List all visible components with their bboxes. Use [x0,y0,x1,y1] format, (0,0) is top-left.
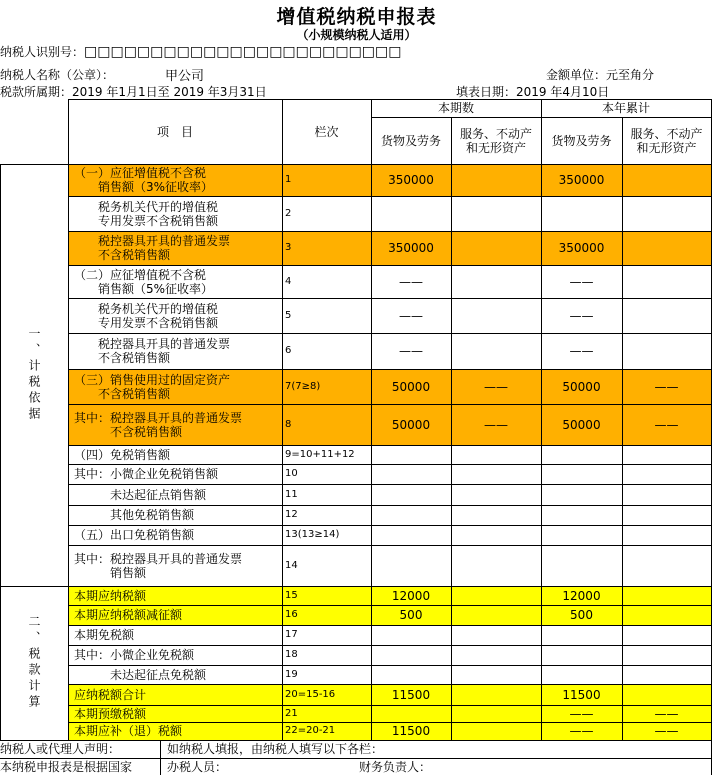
row-current-services [451,705,541,722]
taxpayer-id-row [0,43,401,60]
row-line-no: 10 [285,468,298,479]
row-ytd-services [622,265,711,298]
grid-line [160,740,161,775]
grid-line [68,196,712,197]
row-label: 其中：税控器具开具的普通发票 销售额 [74,551,243,580]
row-ytd-services [622,684,711,705]
row-current-goods: —— [399,274,423,289]
row-current-goods: 12000 [371,586,451,605]
row-ytd-goods [541,505,622,525]
row-line-no: 17 [285,629,298,640]
row-current-services [451,586,541,605]
declaration-label: 纳税人或代理人声明： [0,742,121,756]
row-ytd-services: —— [622,705,711,722]
row-ytd-services: —— [622,369,711,404]
row-label: 本期应纳税额减征额 [68,605,282,625]
row-current-goods [371,665,451,684]
row-ytd-goods [541,545,622,586]
row-label: 未达起征点销售额 [74,487,207,502]
grid-line [541,99,542,164]
row-ytd-goods: 50000 [541,369,622,404]
grid-line [68,99,69,164]
row-ytd-goods: —— [569,308,594,323]
row-line-no: 8 [282,404,371,445]
grid-line [622,164,623,740]
row-ytd-goods: 11500 [541,684,622,705]
finance-label: 财务负责人： [359,759,432,774]
grid-line [282,99,283,164]
header-item: 项 目 [156,124,193,139]
row-current-goods: 350000 [371,231,451,265]
row-current-services [451,525,541,545]
grid-line [371,99,372,164]
grid-line [68,605,712,606]
row-current-services [451,484,541,505]
grid-line [0,758,712,759]
row-current-goods: 50000 [371,404,451,445]
row-label: 税务机关代开的增值税 专用发票不含税销售额 [98,301,219,330]
row-ytd-goods: 12000 [541,586,622,605]
row-ytd-goods: 50000 [541,404,622,445]
row-ytd-goods: —— [541,705,622,722]
header-services-ytd: 服务、不动产 和无形资产 [630,126,703,155]
row-ytd-services [622,196,711,231]
row-current-services [451,545,541,586]
header-line-no: 栏次 [314,124,339,139]
grid-line [68,625,712,626]
row-label: 其他免税销售额 [74,508,195,522]
grid-line [451,164,452,740]
row-current-goods: 11500 [371,684,451,705]
row-current-services [451,605,541,625]
row-label: 税控器具开具的普通发票 不含税销售额 [68,231,282,265]
row-label: 本期免税额 [74,628,135,642]
row-line-no: 14 [285,559,298,571]
row-ytd-goods [541,525,622,545]
row-ytd-services [622,505,711,525]
header-services-current: 服务、不动产 和无形资产 [459,126,532,155]
row-ytd-services [622,665,711,684]
header-goods-ytd: 货物及劳务 [551,133,612,148]
row-ytd-goods: —— [569,274,594,289]
grid-line [0,164,1,740]
grid-line [68,369,712,370]
grid-line [68,505,712,506]
row-ytd-services: —— [622,722,711,740]
row-ytd-services [622,525,711,545]
row-ytd-goods [541,665,622,684]
row-ytd-services [622,298,711,333]
row-current-goods: —— [399,308,423,323]
grid-line [68,164,69,740]
row-label: 本期预缴税额 [68,705,282,722]
row-line-no: 12 [285,509,298,520]
grid-line [68,231,712,232]
row-current-services: —— [451,369,541,404]
row-current-services [451,231,541,265]
declaration-text: 如纳税人填报，由纳税人填写以下各栏： [167,742,384,756]
fill-date: 填表日期：2019 年4月10日 [456,85,610,99]
row-ytd-services [622,333,711,369]
row-current-goods: 350000 [371,164,451,196]
grid-line [622,117,623,164]
taxpayer-name-label: 纳税人名称（公章）： [0,68,115,82]
grid-line [68,545,712,546]
row-current-services [451,298,541,333]
grid-line [68,404,712,405]
grid-line [68,684,712,685]
grid-line [68,722,712,723]
row-line-no: 19 [285,668,298,680]
row-line-no: 3 [282,231,371,265]
row-ytd-goods: 350000 [541,231,622,265]
grid-line [68,525,712,526]
row-ytd-services [622,164,711,196]
row-current-goods [371,196,451,231]
row-label: 其中：小微企业免税额 [74,648,195,662]
row-current-goods [371,525,451,545]
row-current-goods [371,445,451,464]
row-current-services [451,505,541,525]
row-line-no: 5 [285,309,292,321]
row-ytd-goods [541,625,622,645]
header-goods-current: 货物及劳务 [380,133,441,148]
row-line-no: 2 [285,207,292,219]
row-ytd-services [622,231,711,265]
row-ytd-services [622,645,711,665]
declaration-basis: 本纳税申报表是根据国家 [0,759,133,774]
row-label: 本期应补（退）税额 [68,722,282,740]
form-subtitle: （小规模纳税人适用） [296,28,417,42]
row-current-goods [371,484,451,505]
row-current-services [451,196,541,231]
row-current-goods [371,625,451,645]
row-line-no: 18 [285,649,298,660]
section-tax-basis: 一、计税依据 [27,327,41,423]
row-line-no: 6 [285,345,292,356]
row-current-goods [371,505,451,525]
amount-unit: 金额单位：元至角分 [546,68,655,82]
row-label: （三）销售使用过的固定资产 不含税销售额 [68,369,282,404]
row-current-services [451,333,541,369]
tax-period: 税款所属期：2019 年1月1日至 2019 年3月31日 [0,85,267,99]
taxpayer-name: 甲公司 [165,69,205,84]
grid-line [711,740,712,775]
grid-line [0,164,712,165]
row-ytd-services: —— [622,404,711,445]
row-line-no: 13(13≥14) [285,529,340,540]
row-current-goods: 50000 [371,369,451,404]
row-ytd-services [622,484,711,505]
row-label: 应纳税额合计 [68,684,282,705]
row-current-services [451,464,541,484]
grid-line [68,333,712,334]
row-label: （二）应征增值税不含税 销售额（5%征收率） [74,267,214,296]
section-tax-calculation: 二、税款计算 [27,615,41,711]
grid-line [68,645,712,646]
row-ytd-goods: —— [569,344,594,358]
row-label: 未达起征点免税额 [74,667,207,682]
row-current-services [451,665,541,684]
grid-line [68,265,712,266]
row-ytd-goods: 500 [541,605,622,625]
row-current-services [451,445,541,464]
header-ytd: 本年累计 [601,101,650,115]
row-ytd-goods [541,464,622,484]
row-current-goods: 500 [371,605,451,625]
row-ytd-goods: 350000 [541,164,622,196]
grid-line [68,298,712,299]
row-ytd-goods [541,196,622,231]
row-current-services [451,684,541,705]
grid-line [68,665,712,666]
row-line-no: 20=15-16 [282,684,371,705]
grid-line [541,164,542,740]
row-line-no: 16 [282,605,371,625]
row-line-no: 21 [282,705,371,722]
form-title: 增值税纳税申报表 [276,6,437,28]
grid-line [0,586,712,587]
grid-line [711,164,712,740]
row-current-services [451,722,541,740]
row-ytd-services [622,545,711,586]
row-label: 本期应纳税额 [68,586,282,605]
grid-line [371,164,372,740]
grid-line [68,464,712,465]
row-ytd-services [622,586,711,605]
row-label: （五）出口免税销售额 [74,528,195,542]
grid-line [68,445,712,446]
row-label: 其中：税控器具开具的普通发票 不含税销售额 [68,404,282,445]
grid-line [0,740,712,741]
row-line-no: 15 [282,586,371,605]
row-line-no: 4 [285,275,292,287]
row-line-no: 1 [282,164,371,196]
grid-line [68,705,712,706]
row-label: 税务机关代开的增值税 专用发票不含税销售额 [98,199,219,228]
row-current-goods [371,545,451,586]
grid-line [711,99,712,164]
row-current-goods [371,464,451,484]
grid-line [282,164,283,740]
row-current-goods: —— [399,344,423,358]
row-current-services: —— [451,404,541,445]
row-label: 其中：小微企业免税销售额 [74,467,219,481]
grid-line [451,117,452,164]
row-current-goods [371,645,451,665]
header-current-period: 本期数 [437,101,474,115]
row-current-services [451,265,541,298]
row-line-no: 7(7≥8) [282,369,371,404]
row-current-goods [371,705,451,722]
row-line-no: 22=20-21 [282,722,371,740]
row-ytd-goods [541,645,622,665]
row-line-no: 11 [285,488,298,500]
row-current-services [451,625,541,645]
grid-line [68,99,712,100]
taxpayer-id-boxes: □□□□□□□□□□□□□□□□□□□□□□□□ [84,44,402,60]
row-ytd-goods [541,484,622,505]
row-current-services [451,164,541,196]
row-ytd-services [622,605,711,625]
row-line-no: 9=10+11+12 [285,448,355,460]
grid-line [68,484,712,485]
row-current-services [451,645,541,665]
row-label: 税控器具开具的普通发票 不含税销售额 [98,337,231,365]
agent-label: 办税人员： [167,759,228,774]
row-ytd-goods [541,445,622,464]
taxpayer-id-label: 纳税人识别号： [0,45,85,59]
row-ytd-services [622,464,711,484]
row-ytd-services [622,625,711,645]
row-label: （四）免税销售额 [74,447,171,462]
row-label: （一）应征增值税不含税 销售额（3%征收率） [68,164,282,196]
row-current-goods: 11500 [371,722,451,740]
row-ytd-goods: —— [541,722,622,740]
row-ytd-services [622,445,711,464]
